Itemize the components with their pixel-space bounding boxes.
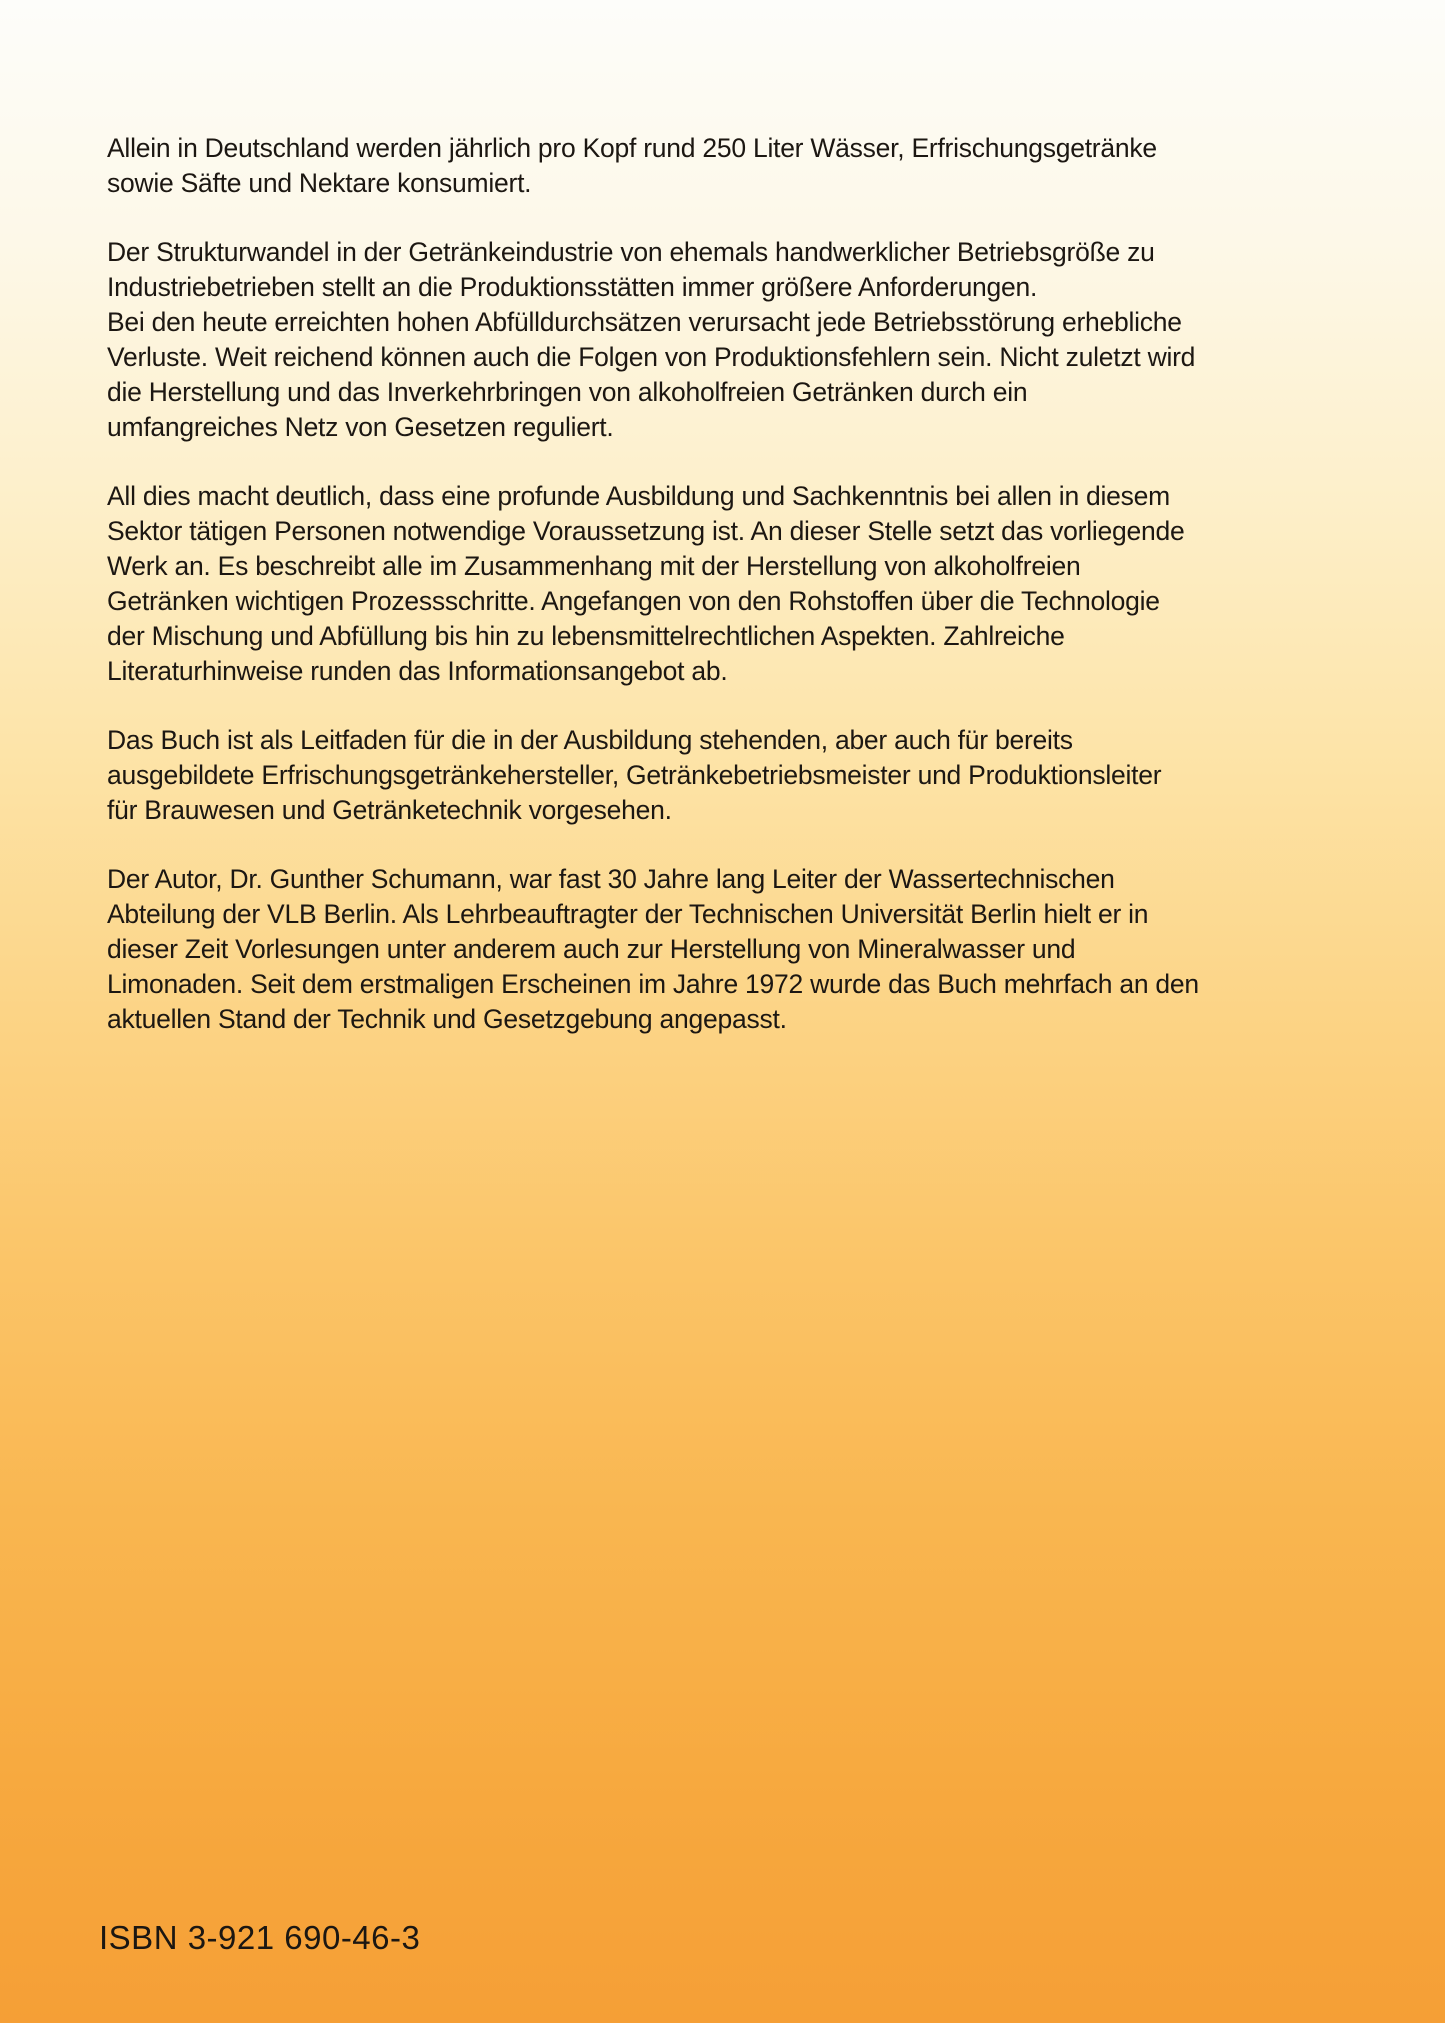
text-line: umfangreiches Netz von Gesetzen reguliert. (107, 412, 614, 442)
text-line: Sektor tätigen Personen notwendige Voraussetzung ist. An dieser Stelle setzt das vorliegende (107, 516, 1185, 546)
text-line: Literaturhinweise runden das Informationsangebot ab. (107, 656, 728, 686)
paragraph-author (107, 862, 1347, 1037)
text-line: der Mischung und Abfüllung bis hin zu lebensmittelrechtlichen Aspekten. Zahlreiche (107, 621, 1065, 651)
paragraph-consumption (107, 131, 1347, 201)
text-line: sowie Säfte und Nektare konsumiert. (107, 168, 532, 198)
text-line: Verluste. Weit reichend können auch die Folgen von Produktionsfehlern sein. Nicht zuletzt wird (107, 342, 1196, 372)
text-line: Getränken wichtigen Prozessschritte. Angefangen von den Rohstoffen über die Technologie (107, 586, 1160, 616)
text-line: All dies macht deutlich, dass eine profunde Ausbildung und Sachkenntnis bei allen in diesem (107, 481, 1170, 511)
text-line: Bei den heute erreichten hohen Abfülldurchsätzen verursacht jede Betriebsstörung erhebliche (107, 307, 1182, 337)
text-line: aktuellen Stand der Technik und Gesetzgebung angepasst. (107, 1004, 787, 1034)
text-line: die Herstellung und das Inverkehrbringen von alkoholfreien Getränken durch ein (107, 377, 1028, 407)
paragraph-audience (107, 723, 1347, 828)
text-line: ausgebildete Erfrischungsgetränkehersteller, Getränkebetriebsmeister und Produktionsleiter (107, 760, 1162, 790)
text-line: Der Autor, Dr. Gunther Schumann, war fast 30 Jahre lang Leiter der Wassertechnischen (107, 864, 1115, 894)
text-line: dieser Zeit Vorlesungen unter anderem auch zur Herstellung von Mineralwasser und (107, 934, 1076, 964)
text-line: Industriebetrieben stellt an die Produktionsstätten immer größere Anforderungen. (107, 272, 1038, 302)
text-line: Allein in Deutschland werden jährlich pro Kopf rund 250 Liter Wässer, Erfrischungsgetränke (107, 133, 1157, 163)
isbn-number: ISBN 3-921 690-46-3 (99, 1919, 421, 1956)
cover-blurb (107, 131, 1347, 1071)
text-line: Limonaden. Seit dem erstmaligen Erscheinen im Jahre 1972 wurde das Buch mehrfach an den (107, 969, 1199, 999)
text-line: Das Buch ist als Leitfaden für die in der Ausbildung stehenden, aber auch für bereits (107, 725, 1073, 755)
paragraph-industry-change (107, 235, 1347, 445)
text-line: Der Strukturwandel in der Getränkeindustrie von ehemals handwerklicher Betriebsgröße zu (107, 237, 1155, 267)
text-line: für Brauwesen und Getränketechnik vorgesehen. (107, 795, 672, 825)
paragraph-book-content (107, 479, 1347, 689)
text-line: Abteilung der VLB Berlin. Als Lehrbeauftragter der Technischen Universität Berlin hielt er in (107, 899, 1149, 929)
text-line: Werk an. Es beschreibt alle im Zusammenhang mit der Herstellung von alkoholfreien (107, 551, 1081, 581)
